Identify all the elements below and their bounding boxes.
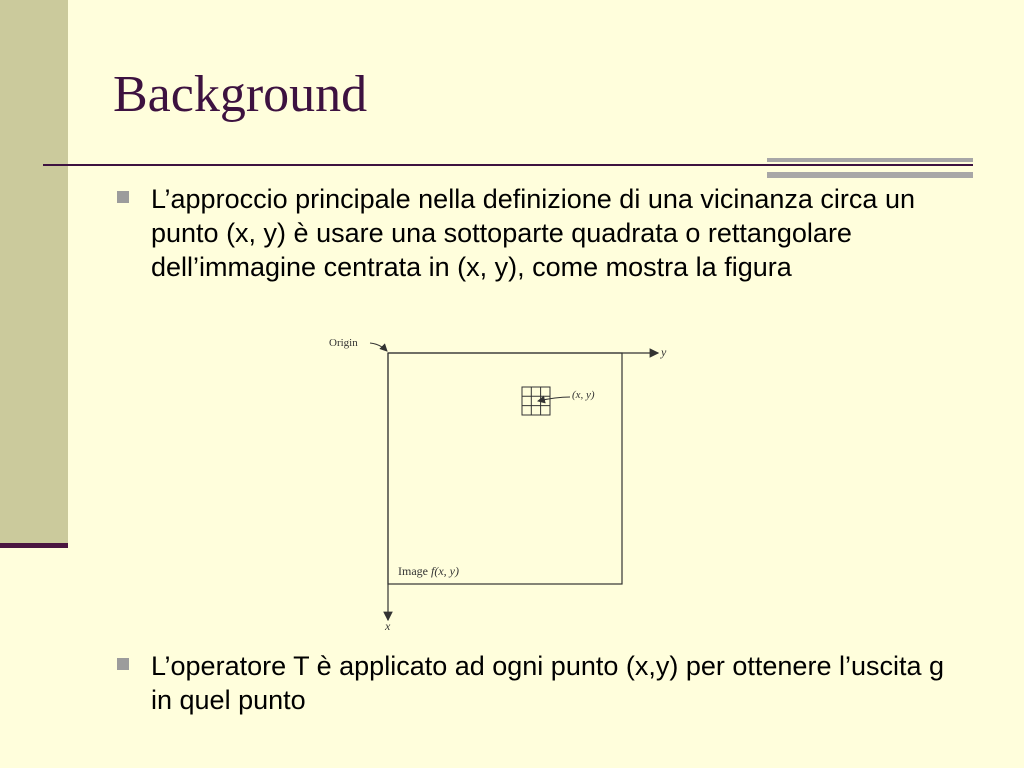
- point-label: (x, y): [572, 389, 595, 401]
- image-label-args: (x, y): [434, 564, 459, 578]
- y-axis-label: y: [661, 345, 667, 359]
- image-label-func: f: [430, 564, 435, 578]
- title-accent-bottom: [767, 172, 973, 178]
- side-band-divider: [0, 543, 68, 548]
- image-border: [388, 353, 622, 584]
- neighborhood-figure: [320, 330, 680, 630]
- neighborhood-grid: [522, 387, 550, 415]
- side-band: [0, 0, 68, 545]
- bullet-marker-icon: [117, 658, 129, 670]
- point-arrow: [538, 397, 570, 401]
- bullet-item-2: [117, 649, 957, 717]
- origin-label: Origin: [329, 337, 358, 349]
- x-axis-label: x: [385, 619, 391, 630]
- image-label-prefix: Image: [398, 564, 431, 578]
- figure-diagram: [320, 330, 680, 630]
- origin-arrow: [370, 343, 387, 351]
- bullet-item-1: [117, 182, 957, 284]
- bullet-marker-icon: [117, 191, 129, 203]
- slide-title: Background: [113, 66, 368, 123]
- title-rule: [43, 164, 973, 166]
- title-accent-top: [767, 158, 973, 162]
- bullet-text: L’operatore T è applicato ad ogni punto (x,y) per ottenere l’uscita g in quel punto: [151, 651, 945, 715]
- image-label: [398, 564, 459, 578]
- bullet-text: L’approccio principale nella definizione di una vicinanza circa un punto (x, y) è usare una sottoparte quadrata o rettangolare dell’immagine centrata in (x, y), come mostra la figura: [151, 184, 915, 282]
